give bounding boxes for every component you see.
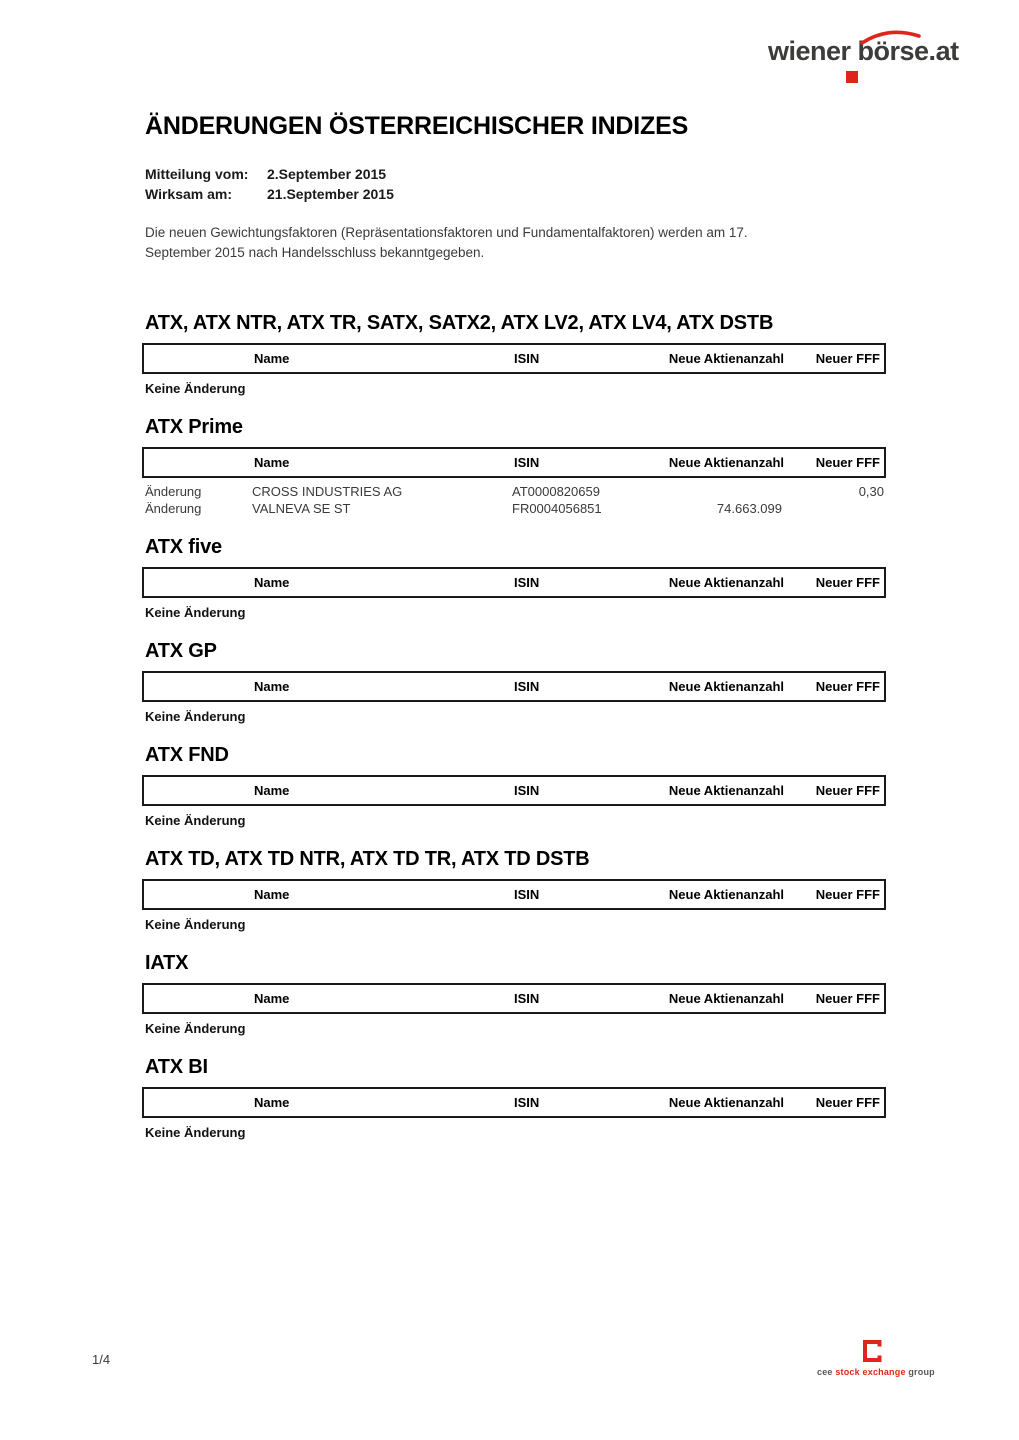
cee-logo-text-group: group bbox=[908, 1367, 935, 1377]
table-body bbox=[142, 812, 886, 829]
row-change-type: Änderung bbox=[145, 484, 202, 499]
col-neue-aktienanzahl: Neue Aktienanzahl bbox=[668, 887, 784, 902]
meta-row-mitteilung bbox=[145, 164, 394, 184]
table-body bbox=[142, 604, 886, 621]
col-neuer-fff: Neuer FFF bbox=[815, 455, 880, 470]
col-change-type bbox=[144, 881, 254, 908]
page-number: 1/4 bbox=[92, 1352, 111, 1367]
index-section bbox=[142, 536, 886, 621]
cee-logo-text-stock-exchange: stock exchange bbox=[835, 1367, 909, 1377]
col-change-type bbox=[144, 449, 254, 476]
row-neuer-fff: 0,30 bbox=[858, 484, 884, 499]
table-row bbox=[142, 483, 886, 500]
cee-logo-text bbox=[817, 1367, 935, 1377]
col-neuer-fff: Neuer FFF bbox=[815, 1095, 880, 1110]
table-header-row bbox=[142, 775, 886, 806]
section-title: ATX, ATX NTR, ATX TR, SATX, SATX2, ATX LV2, ATX LV4, ATX DSTB bbox=[145, 312, 774, 334]
meta-label: Mitteilung vom: bbox=[145, 166, 249, 182]
section-title: ATX FND bbox=[145, 744, 229, 766]
col-neue-aktienanzahl: Neue Aktienanzahl bbox=[668, 351, 784, 366]
table-header-row bbox=[142, 1087, 886, 1118]
col-isin: ISIN bbox=[514, 1095, 540, 1110]
col-neue-aktienanzahl: Neue Aktienanzahl bbox=[668, 575, 784, 590]
meta-row-wirksam bbox=[145, 184, 394, 204]
section-title: ATX GP bbox=[145, 640, 217, 662]
section-title: ATX BI bbox=[145, 1056, 208, 1078]
col-change-type bbox=[144, 673, 254, 700]
col-neuer-fff: Neuer FFF bbox=[815, 783, 880, 798]
table-body bbox=[142, 380, 886, 397]
col-isin: ISIN bbox=[514, 351, 540, 366]
index-section bbox=[142, 640, 886, 725]
meta-value: 21.September 2015 bbox=[267, 186, 394, 202]
index-section bbox=[142, 1056, 886, 1141]
page-title: ÄNDERUNGEN ÖSTERREICHISCHER INDIZES bbox=[145, 112, 689, 140]
col-name: Name bbox=[254, 1095, 290, 1110]
col-neue-aktienanzahl: Neue Aktienanzahl bbox=[668, 991, 784, 1006]
index-section bbox=[142, 416, 886, 517]
col-change-type bbox=[144, 1089, 254, 1116]
col-name: Name bbox=[254, 991, 290, 1006]
no-change-label: Keine Änderung bbox=[145, 917, 246, 932]
col-neuer-fff: Neuer FFF bbox=[815, 575, 880, 590]
meta-value: 2.September 2015 bbox=[267, 166, 387, 182]
index-section bbox=[142, 848, 886, 933]
col-neue-aktienanzahl: Neue Aktienanzahl bbox=[668, 1095, 784, 1110]
row-neue-aktienanzahl: 74.663.099 bbox=[716, 501, 782, 516]
col-name: Name bbox=[254, 575, 290, 590]
col-name: Name bbox=[254, 351, 290, 366]
section-title: ATX Prime bbox=[145, 416, 243, 438]
no-change-label: Keine Änderung bbox=[145, 605, 246, 620]
logo-swoosh-icon bbox=[860, 29, 922, 45]
no-change-label: Keine Änderung bbox=[145, 1021, 246, 1036]
row-neuer-fff bbox=[782, 500, 886, 517]
intro-paragraph: Die neuen Gewichtungsfaktoren (Repräsentationsfaktoren und Fundamentalfaktoren) werden am 17. September 2015 nach Handelsschluss bekanntgegeben. bbox=[145, 225, 748, 260]
no-change-label: Keine Änderung bbox=[145, 813, 246, 828]
section-title: ATX five bbox=[145, 536, 222, 558]
col-change-type bbox=[144, 777, 254, 804]
row-change-type: Änderung bbox=[145, 501, 202, 516]
col-change-type bbox=[144, 569, 254, 596]
row-name: VALNEVA SE ST bbox=[252, 501, 351, 516]
table-header-row bbox=[142, 343, 886, 374]
table-header-row bbox=[142, 671, 886, 702]
col-isin: ISIN bbox=[514, 575, 540, 590]
table-header-row bbox=[142, 447, 886, 478]
row-isin: AT0000820659 bbox=[512, 484, 600, 499]
index-sections-container bbox=[142, 312, 886, 1160]
col-name: Name bbox=[254, 783, 290, 798]
col-isin: ISIN bbox=[514, 783, 540, 798]
no-change-label: Keine Änderung bbox=[145, 381, 246, 396]
section-title: IATX bbox=[145, 952, 189, 974]
meta-block bbox=[145, 164, 394, 204]
wiener-boerse-logo-text: wiener börse.at bbox=[768, 36, 959, 66]
meta-label: Wirksam am: bbox=[145, 186, 233, 202]
col-neue-aktienanzahl: Neue Aktienanzahl bbox=[668, 455, 784, 470]
cee-logo-text-cee: cee bbox=[817, 1367, 836, 1377]
index-section bbox=[142, 312, 886, 397]
col-neue-aktienanzahl: Neue Aktienanzahl bbox=[668, 679, 784, 694]
col-neue-aktienanzahl: Neue Aktienanzahl bbox=[668, 783, 784, 798]
col-neuer-fff: Neuer FFF bbox=[815, 887, 880, 902]
no-change-label: Keine Änderung bbox=[145, 709, 246, 724]
col-isin: ISIN bbox=[514, 679, 540, 694]
table-body bbox=[142, 1124, 886, 1141]
logo-red-square-icon bbox=[846, 71, 858, 83]
no-change-label: Keine Änderung bbox=[145, 1125, 246, 1140]
table-body bbox=[142, 1020, 886, 1037]
col-change-type bbox=[144, 345, 254, 372]
col-name: Name bbox=[254, 679, 290, 694]
col-neuer-fff: Neuer FFF bbox=[815, 351, 880, 366]
row-isin: FR0004056851 bbox=[512, 501, 602, 516]
col-name: Name bbox=[254, 455, 290, 470]
table-header-row bbox=[142, 879, 886, 910]
table-body bbox=[142, 483, 886, 517]
col-change-type bbox=[144, 985, 254, 1012]
table-body bbox=[142, 708, 886, 725]
col-neuer-fff: Neuer FFF bbox=[815, 991, 880, 1006]
index-section bbox=[142, 952, 886, 1037]
col-isin: ISIN bbox=[514, 991, 540, 1006]
cee-logo-mark-icon bbox=[863, 1340, 884, 1362]
table-row bbox=[142, 500, 886, 517]
index-section bbox=[142, 744, 886, 829]
row-neue-aktienanzahl bbox=[657, 483, 782, 500]
wiener-boerse-logo bbox=[768, 36, 959, 67]
section-title: ATX TD, ATX TD NTR, ATX TD TR, ATX TD DSTB bbox=[145, 848, 590, 870]
table-header-row bbox=[142, 983, 886, 1014]
col-isin: ISIN bbox=[514, 887, 540, 902]
table-header-row bbox=[142, 567, 886, 598]
row-name: CROSS INDUSTRIES AG bbox=[252, 484, 403, 499]
col-name: Name bbox=[254, 887, 290, 902]
col-neuer-fff: Neuer FFF bbox=[815, 679, 880, 694]
table-body bbox=[142, 916, 886, 933]
col-isin: ISIN bbox=[514, 455, 540, 470]
